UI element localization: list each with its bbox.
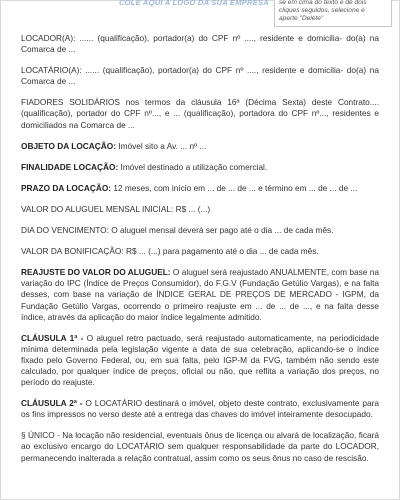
hint-line: se em cima do texto e dê dois — [279, 0, 367, 6]
bonificacao-paragraph[interactable]: VALOR DA BONIFICAÇÃO: R$ ... (...) para pagamento até o dia ... de cada mês. — [21, 246, 319, 257]
prazo-label: PRAZO DA LOCAÇÃO: — [21, 182, 112, 193]
contract-body[interactable] — [21, 33, 379, 474]
prazo-paragraph[interactable] — [21, 183, 379, 194]
clausula-2-paragraph[interactable] — [21, 398, 379, 420]
clausula-1-label: CLÁUSULA 1ª - — [21, 332, 84, 343]
vencimento-paragraph[interactable]: DIA DO VENCIMENTO: O aluguel mensal deverá ser pago até o dia ... de cada mês. — [21, 225, 334, 236]
objeto-text: Imóvel sito a Av. ... nº ... — [115, 140, 207, 151]
finalidade-text: Imóvel destinado a utilização comercial. — [118, 161, 268, 172]
fiadores-paragraph[interactable]: FIADORES SOLIDÁRIOS nos termos da cláusula 16ª (Décima Sexta) deste Contrato.... (qualificação), portador do CPF nº..., e ... (qualificação), portadora do CPF nº..., residentes e domiciliados na Comarca de ... — [21, 97, 379, 130]
clausula-2-label: CLÁUSULA 2ª - — [21, 398, 83, 409]
instruction-hint-box — [274, 0, 392, 27]
objeto-label: OBJETO DA LOCAÇÃO: — [21, 140, 116, 151]
valor-aluguel-paragraph[interactable]: VALOR DO ALUGUEL MENSAL INICIAL: R$ ... (...) — [21, 203, 211, 214]
finalidade-paragraph[interactable] — [21, 162, 379, 173]
hint-line: cliques seguidos, selecione e — [279, 7, 365, 15]
reajuste-text: O aluguel será reajustado ANUALMENTE, com base na variação do IPC (Índice de Preços Consumidor), do F.G.V (Fundação Getúlio Vargas), e na falta desses, com base na variação de ÍNDICE GERAL DE PREÇOS DE MERCADO - IGPM, da Fundação Getúlio Vargas, ocorrendo o primeiro reajuste em ... de ... de ..., e na falta desse índice, através da aplicação do maior índice legalmente admitido. — [21, 267, 379, 322]
reajuste-label: REAJUSTE DO VALOR DO ALUGUEL: — [21, 267, 171, 278]
objeto-paragraph[interactable] — [21, 141, 379, 152]
clausula-1-text: O aluguel retro pactuado, será reajustado automaticamente, na periodicidade mínima determinada pela legislação vigente a data de sua celebração, aplicando-se o índice fixado pelo Governo Federal, ou, em sua falta, pelo IGP-M da FVG, também não sendo este calculado, por qualquer índice de preços, oficial ou não, que reflita a variação dos preços, no período do reajuste. — [21, 332, 379, 388]
locador-paragraph[interactable]: LOCADOR(A): ...... (qualificação), portador(a) do CPF nº ...., residente e domicilia- do(a) na Comarca de ... — [21, 33, 379, 55]
hint-line: aperte "Delete" — [279, 15, 324, 23]
locatario-paragraph[interactable]: LOCATÁRIO(A): ...... (qualificação), portador(a) do CPF nº ...., residente e domicilia- do(a) na Comarca de ... — [21, 65, 379, 87]
reajuste-paragraph[interactable] — [21, 267, 379, 322]
paragrafo-unico[interactable]: § ÚNICO - Na locação não residencial, eventuais ônus de licença ou alvará de localização, ficará ao exclusivo encargo do LOCATÁRIO sem qualquer responsabilidade da parte do LOCADOR, permanecendo inalterada a relação contratual, assim como os seus ônus no caso de rescisão. — [21, 430, 379, 463]
prazo-text: 12 meses, com início em ... de ... de ... e término em ... de ... de ... — [111, 182, 358, 193]
logo-placeholder[interactable]: COLE AQUI A LOGO DA SUA EMPRESA — [119, 0, 269, 7]
clausula-1-paragraph[interactable] — [21, 333, 379, 388]
finalidade-label: FINALIDADE LOCAÇÃO: — [21, 161, 119, 172]
clausula-2-text: O LOCATÁRIO destinará o imóvel, objeto deste contrato, exclusivamente para os fins impressos no verso deste até a entrega das chaves do imóvel inteiramente desocupado. — [21, 398, 379, 420]
